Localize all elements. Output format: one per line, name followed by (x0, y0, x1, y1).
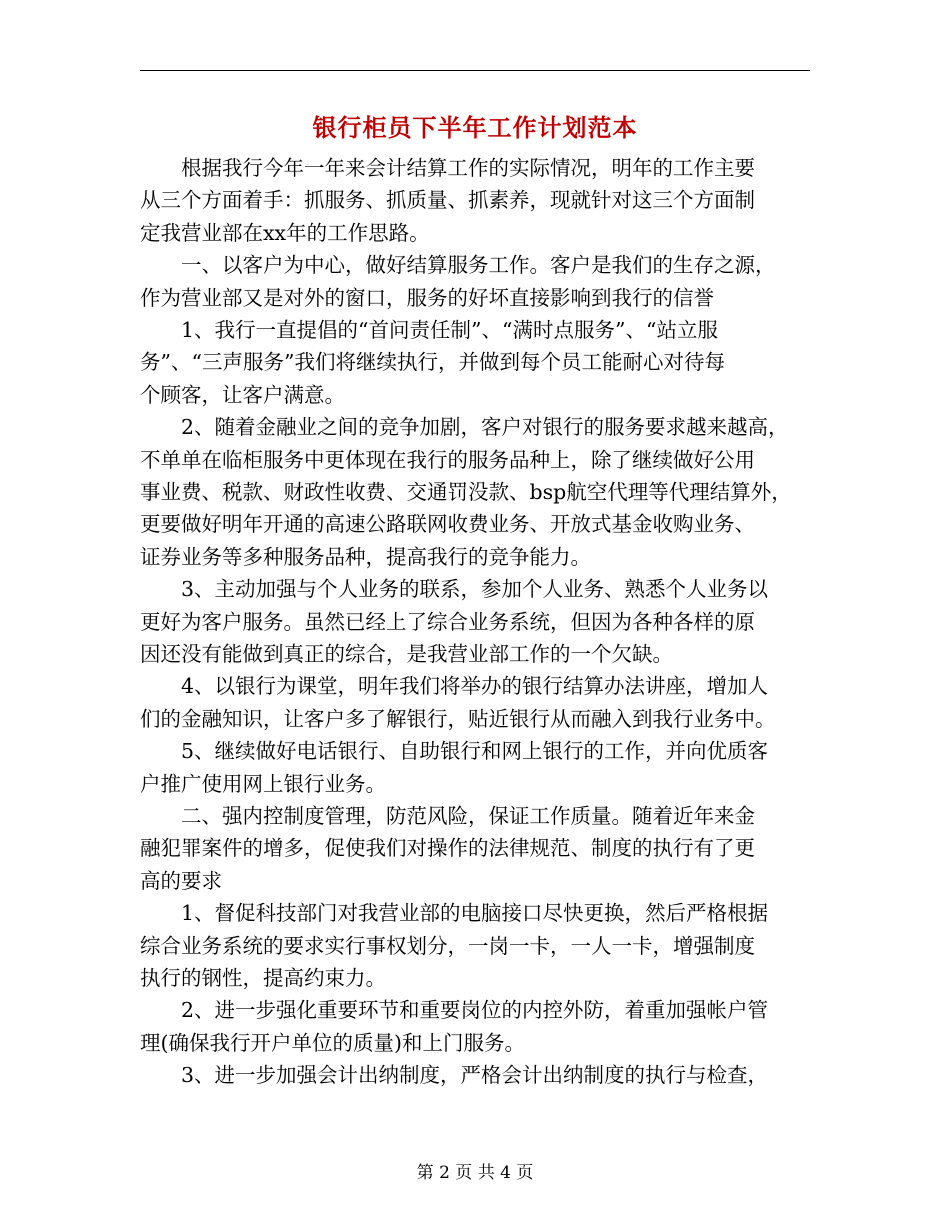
text-line: 高的要求 (140, 868, 222, 893)
text-line: 一、以客户为中心，做好结算服务工作。客户是我们的生存之源， (140, 253, 776, 278)
text-line: 户推广使用网上银行业务。 (140, 771, 386, 796)
text-line: 二、强内控制度管理，防范风险，保证工作质量。随着近年来金 (140, 804, 755, 828)
text-line: 综合业务系统的要求实行事权划分，一岗一卡，一人一卡，增强制度 (140, 933, 755, 958)
text-line: 不单单在临柜服务中更体现在我行的服务品种上，除了继续做好公用 (140, 447, 755, 472)
text-line: 融犯罪案件的增多，促使我们对操作的法律规范、制度的执行有了更 (140, 836, 755, 861)
text-line: 事业费、税款、财政性收费、交通罚没款、bsp航空代理等代理结算外， (140, 480, 792, 504)
header-rule (140, 70, 810, 71)
text-line: 根据我行今年一年来会计结算工作的实际情况，明年的工作主要 (140, 156, 755, 180)
text-line: 证券业务等多种服务品种，提高我行的竞争能力。 (140, 544, 591, 569)
page-footer: 第 2 页 共 4 页 (416, 1163, 534, 1183)
text-line: 2、随着金融业之间的竞争加剧，客户对银行的服务要求越来越高， (140, 415, 789, 440)
text-line: 从三个方面着手：抓服务、抓质量、抓素养，现就针对这三个方面制 (140, 188, 755, 213)
text-line: 2、进一步强化重要环节和重要岗位的内控外防，着重加强帐户管 (140, 998, 769, 1023)
text-line: 理(确保我行开户单位的质量)和上门服务。 (140, 1030, 525, 1055)
text-line: 作为营业部又是对外的窗口，服务的好坏直接影响到我行的信誉 (140, 285, 714, 310)
text-line: 3、主动加强与个人业务的联系，参加个人业务、熟悉个人业务以 (140, 577, 769, 602)
text-line: 更好为客户服务。虽然已经上了综合业务系统，但因为各种各样的原 (140, 609, 755, 634)
text-line: 因还没有能做到真正的综合，是我营业部工作的一个欠缺。 (140, 642, 673, 666)
text-line: 1、我行一直提倡的“首问责任制”、“满时点服务”、“站立服 (140, 318, 718, 342)
text-line: 更要做好明年开通的高速公路联网收费业务、开放式基金收购业务、 (140, 512, 755, 537)
text-line: 个顾客，让客户满意。 (140, 382, 345, 407)
document-title: 银行柜员下半年工作计划范本 (312, 114, 638, 142)
text-line: 1、督促科技部门对我营业部的电脑接口尽快更换，然后严格根据 (140, 901, 769, 926)
text-line: 5、继续做好电话银行、自助银行和网上银行的工作，并向优质客 (140, 739, 769, 764)
text-line: 3、进一步加强会计出纳制度，严格会计出纳制度的执行与检查， (140, 1063, 769, 1088)
text-line: 执行的钢性，提高约束力。 (140, 966, 386, 990)
text-line: 们的金融知识，让客户多了解银行，贴近银行从而融入到我行业务中。 (140, 706, 776, 731)
text-line: 4、以银行为课堂，明年我们将举办的银行结算办法讲座，增加人 (140, 674, 769, 699)
text-line: 定我营业部在xx年的工作思路。 (140, 220, 430, 245)
text-line: 务”、“三声服务”我们将继续执行，并做到每个员工能耐心对待每 (140, 350, 725, 375)
